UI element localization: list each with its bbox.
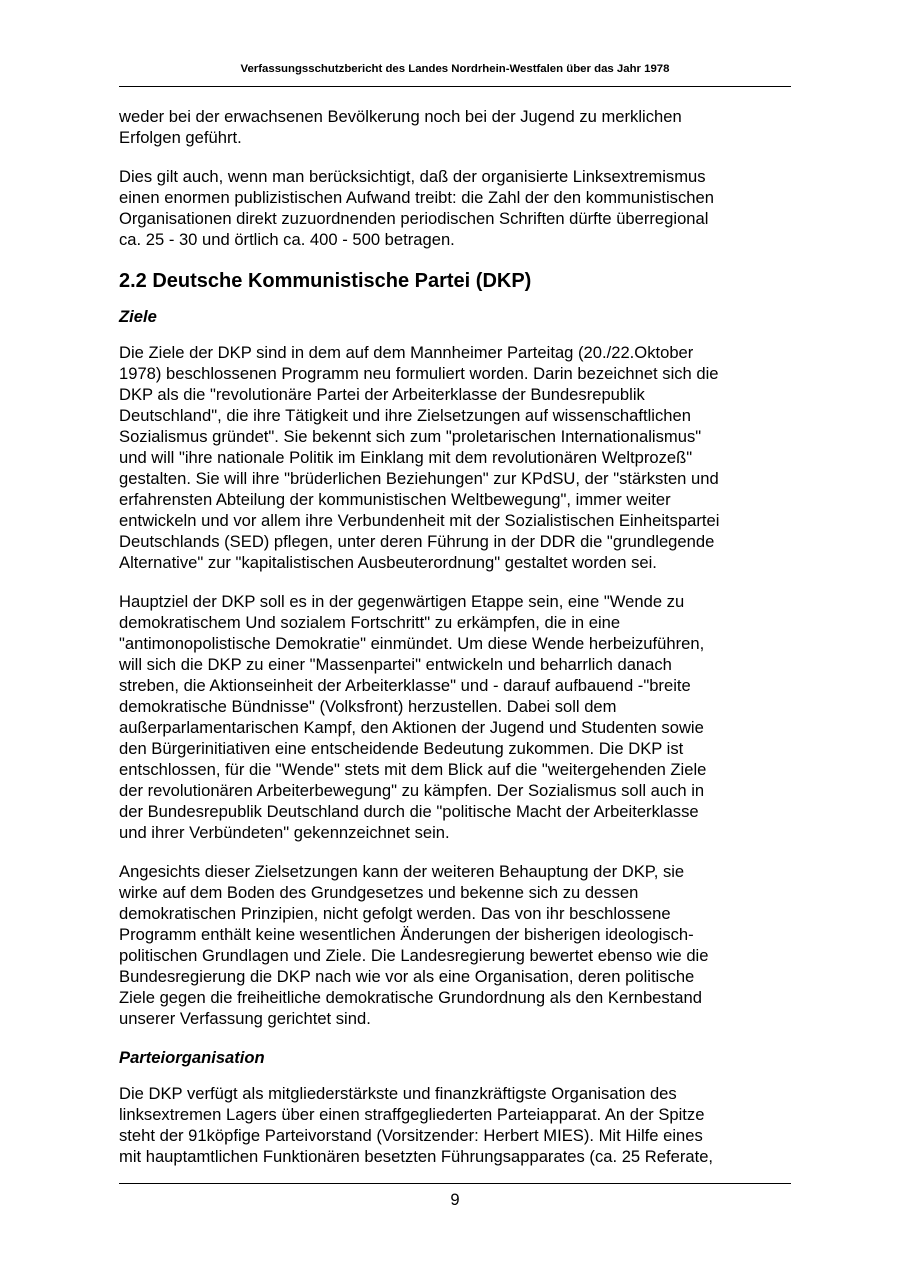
- text-line: erfahrensten Abteilung der kommunistischen Weltbewegung", immer weiter: [119, 490, 671, 509]
- text-line: will sich die DKP zu einer "Massenpartei" entwickeln und beharrlich danach: [119, 655, 672, 674]
- text-line: Deutschlands (SED) pflegen, unter deren Führung in der DDR die "grundlegende: [119, 532, 715, 551]
- text-line: Erfolgen geführt.: [119, 128, 242, 147]
- text-line: mit hauptamtlichen Funktionären besetzten Führungsapparates (ca. 25 Referate,: [119, 1147, 714, 1166]
- text-line: Programm enthält keine wesentlichen Änderungen der bisherigen ideologisch-: [119, 925, 694, 944]
- text-line: und will "ihre nationale Politik im Einklang mit dem revolutionären Weltprozeß": [119, 448, 693, 467]
- text-line: außerparlamentarischen Kampf, den Aktionen der Jugend und Studenten sowie: [119, 718, 704, 737]
- text-line: Organisationen direkt zuzuordnenden periodischen Schriften dürfte überregional: [119, 209, 709, 228]
- subheading-parteiorganisation: Parteiorganisation: [119, 1048, 265, 1067]
- footer-divider: [119, 1183, 791, 1184]
- text-line: 1978) beschlossenen Programm neu formuliert worden. Darin bezeichnet sich die: [119, 364, 719, 383]
- text-line: den Bürgerinitiativen eine entscheidende Bedeutung zukommen. Die DKP ist: [119, 739, 684, 758]
- text-line: Dies gilt auch, wenn man berücksichtigt, daß der organisierte Linksextremismus: [119, 167, 706, 186]
- text-line: gestalten. Sie will ihre "brüderlichen Beziehungen" zur KPdSU, der "stärksten und: [119, 469, 719, 488]
- section-heading: 2.2 Deutsche Kommunistische Partei (DKP): [119, 270, 532, 292]
- text-line: unserer Verfassung gerichtet sind.: [119, 1009, 371, 1028]
- text-line: ca. 25 - 30 und örtlich ca. 400 - 500 betragen.: [119, 230, 455, 249]
- text-line: DKP als die "revolutionäre Partei der Arbeiterklasse der Bundesrepublik: [119, 385, 645, 404]
- text-line: Hauptziel der DKP soll es in der gegenwärtigen Etappe sein, eine "Wende zu: [119, 592, 685, 611]
- paragraph-5: [119, 861, 791, 1029]
- text-line: linksextremen Lagers über einen straffgegliederten Parteiapparat. An der Spitze: [119, 1105, 705, 1124]
- text-line: demokratischem Und sozialem Fortschritt" zu erkämpfen, die in eine: [119, 613, 621, 632]
- paragraph-2: [119, 166, 791, 250]
- paragraph-1: [119, 106, 791, 148]
- text-line: Alternative" zur "kapitalistischen Ausbeuterordnung" gestaltet worden sei.: [119, 553, 657, 572]
- subheading-ziele: Ziele: [119, 307, 157, 326]
- text-line: streben, die Aktionseinheit der Arbeiterklasse" und - darauf aufbauend -"breite: [119, 676, 691, 695]
- text-line: entschlossen, für die "Wende" stets mit dem Blick auf die "weitergehenden Ziele: [119, 760, 707, 779]
- text-line: demokratische Bündnisse" (Volksfront) herzustellen. Dabei soll dem: [119, 697, 617, 716]
- header-divider: [119, 86, 791, 87]
- page-header: Verfassungsschutzbericht des Landes Nordrhein-Westfalen über das Jahr 1978: [240, 63, 670, 75]
- text-line: und ihrer Verbündeten" gekennzeichnet sein.: [119, 823, 450, 842]
- text-line: demokratischen Prinzipien, nicht gefolgt werden. Das von ihr beschlossene: [119, 904, 671, 923]
- page-number: 9: [450, 1190, 460, 1209]
- text-line: steht der 91köpfige Parteivorstand (Vorsitzender: Herbert MIES). Mit Hilfe eines: [119, 1126, 703, 1145]
- text-line: Die Ziele der DKP sind in dem auf dem Mannheimer Parteitag (20./22.Oktober: [119, 343, 694, 362]
- text-line: wirke auf dem Boden des Grundgesetzes und bekenne sich zu dessen: [119, 883, 639, 902]
- text-line: entwickeln und vor allem ihre Verbundenheit mit der Sozialistischen Einheitspartei: [119, 511, 720, 530]
- text-line: der Bundesrepublik Deutschland durch die "politische Macht der Arbeiterklasse: [119, 802, 699, 821]
- text-line: Sozialismus gründet". Sie bekennt sich zum "proletarischen Internationalismus": [119, 427, 702, 446]
- text-line: politischen Grundlagen und Ziele. Die Landesregierung bewertet ebenso wie die: [119, 946, 709, 965]
- text-line: Die DKP verfügt als mitgliederstärkste und finanzkräftigste Organisation des: [119, 1084, 677, 1103]
- text-line: Angesichts dieser Zielsetzungen kann der weiteren Behauptung der DKP, sie: [119, 862, 685, 881]
- paragraph-3: [119, 342, 791, 573]
- text-line: Bundesregierung die DKP nach wie vor als eine Organisation, deren politische: [119, 967, 695, 986]
- text-line: Ziele gegen die freiheitliche demokratische Grundordnung als den Kernbestand: [119, 988, 702, 1007]
- text-line: der revolutionären Arbeiterbewegung" zu kämpfen. Der Sozialismus soll auch in: [119, 781, 705, 800]
- text-line: einen enormen publizistischen Aufwand treibt: die Zahl der den kommunistischen: [119, 188, 714, 207]
- paragraph-6: [119, 1083, 791, 1167]
- document-body: [119, 106, 791, 1185]
- text-line: Deutschland", die ihre Tätigkeit und ihre Zielsetzungen auf wissenschaftlichen: [119, 406, 691, 425]
- text-line: weder bei der erwachsenen Bevölkerung noch bei der Jugend zu merklichen: [119, 107, 682, 126]
- paragraph-4: [119, 591, 791, 843]
- text-line: "antimonopolistische Demokratie" einmündet. Um diese Wende herbeizuführen,: [119, 634, 705, 653]
